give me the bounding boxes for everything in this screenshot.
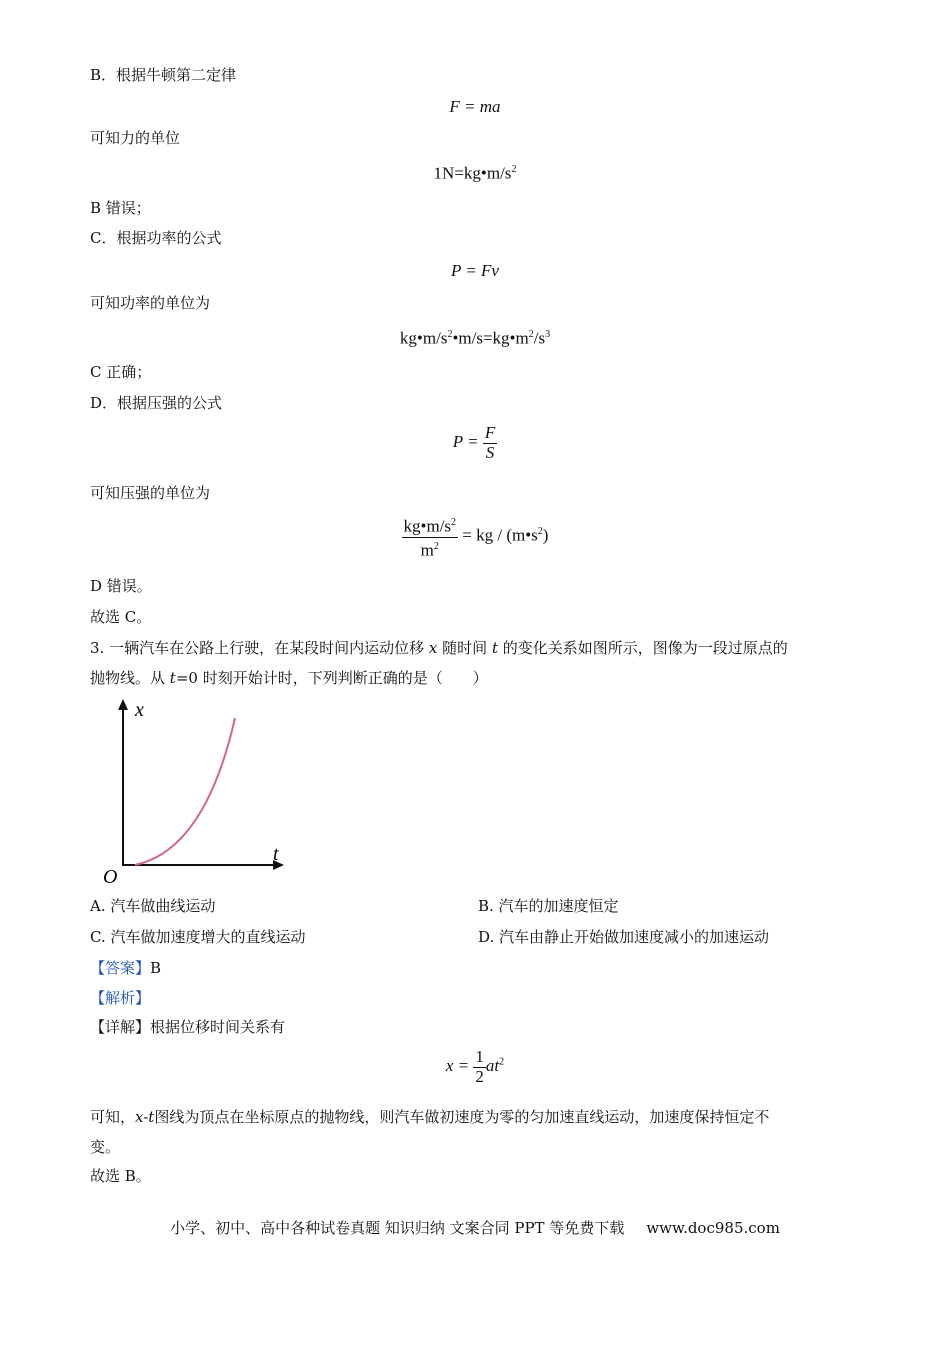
option-d-heading: D．根据压强的公式: [90, 394, 223, 412]
detail-line: 【详解】根据位移时间关系有: [90, 1018, 286, 1036]
option-c: C. 汽车做加速度增大的直线运动: [90, 928, 306, 946]
power-formula: P = Fv: [451, 261, 499, 280]
y-axis-label: x: [135, 699, 144, 721]
power-unit-formula: $kg•m/s^2•m/s=kg•m^2/s^3$: [399, 328, 551, 348]
pressure-unit-note: 可知压强的单位为: [90, 484, 211, 502]
parabola-curve: [135, 718, 235, 865]
conclusion-line-1: 可知，x-t图线为顶点在坐标原点的抛物线，则汽车做初速度为零的匀加速直线运动，加速度保持恒定不: [90, 1108, 770, 1126]
option-b-heading: B．根据牛顿第二定律: [90, 66, 237, 84]
previous-answer-choice: 故选 C。: [90, 608, 152, 626]
force-unit-note: 可知力的单位: [90, 129, 181, 147]
option-c-result: C 正确；: [90, 363, 152, 381]
option-a: A. 汽车做曲线运动: [90, 897, 216, 915]
answer-tag: 【答案】: [90, 959, 151, 977]
question-3-text-line-2: 抛物线。从 t=0 时刻开始计时，下列判断正确的是（ ）: [90, 669, 488, 687]
answer-value: B: [150, 959, 162, 977]
question-3-text-line-1: 3. 一辆汽车在公路上行驶，在某段时间内运动位移 x 随时间 t 的变化关系如图所示，图像为一段过原点的: [90, 639, 788, 657]
analysis-tag: 【解析】: [90, 989, 151, 1007]
footer: [0, 1217, 950, 1238]
option-c-heading: C．根据功率的公式: [90, 229, 222, 247]
power-unit-note: 可知功率的单位为: [90, 294, 211, 312]
option-d: D. 汽车由静止开始做加速度减小的加速运动: [478, 928, 770, 946]
option-d-result: D 错误。: [90, 577, 152, 595]
option-b-result: B 错误；: [90, 199, 151, 217]
option-b: B. 汽车的加速度恒定: [478, 897, 619, 915]
y-axis-arrow: [118, 699, 128, 710]
footer-text: 小学、初中、高中各种试卷真题 知识归纳 文案合同 PPT 等免费下载: [170, 1219, 625, 1237]
x-axis-label: t: [273, 843, 279, 865]
newton-second-law-formula: F = ma: [449, 97, 501, 116]
pressure-formula: P = $\frac{F}{S}$: [452, 423, 496, 462]
conclusion-line-2: 变。: [90, 1138, 121, 1156]
detail-tag: 【详解】: [90, 1018, 151, 1036]
origin-label: O: [103, 866, 118, 888]
answer-line: [90, 958, 161, 978]
pressure-unit-formula: $\frac{kg•m/s^2}{m^2}$ = kg / $(m•s^2)$: [0, 514, 950, 559]
force-unit-formula: $1N=kg•m/s^2$: [433, 163, 517, 183]
footer-url: www.doc985.com: [646, 1219, 780, 1237]
displacement-formula: x = $\frac{1}{2}$ $at^2$: [445, 1047, 505, 1086]
xt-graph: [95, 690, 295, 890]
question-3-choice: 故选 B。: [90, 1167, 151, 1185]
